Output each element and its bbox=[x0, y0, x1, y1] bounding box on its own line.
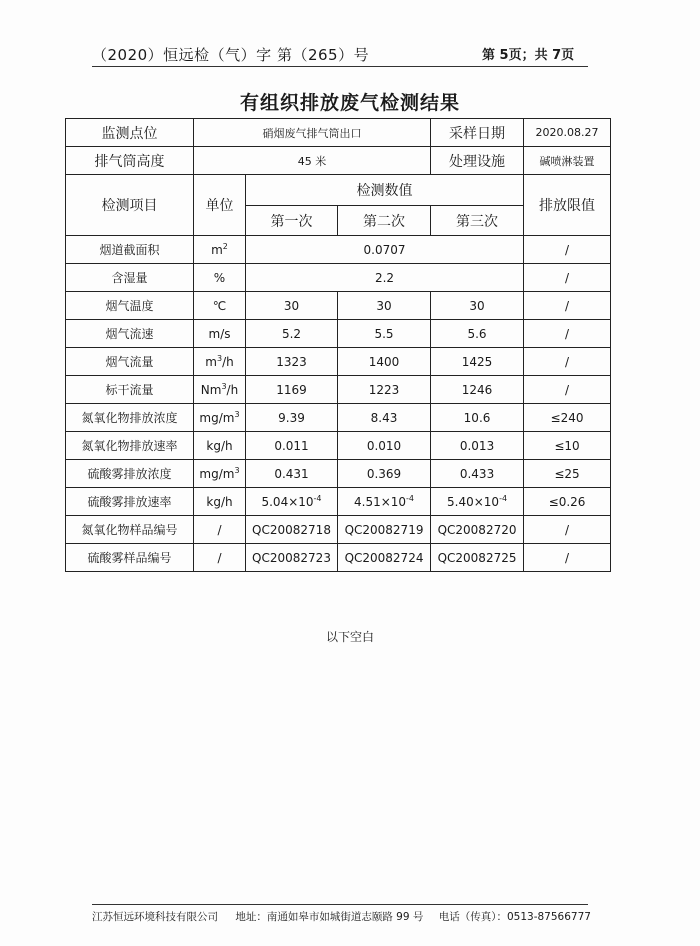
row-item: 标干流量 bbox=[66, 376, 194, 404]
row-value-1 bbox=[246, 348, 338, 376]
row-item: 烟气流量 bbox=[66, 348, 194, 376]
row-value-1 bbox=[246, 432, 338, 460]
row-item: 硫酸雾排放浓度 bbox=[66, 460, 194, 488]
row-value-1 bbox=[246, 376, 338, 404]
row-value-exponent: -4 bbox=[499, 493, 508, 503]
column-header-values: 检测数值 bbox=[246, 175, 524, 206]
row-item: 氮氧化物排放速率 bbox=[66, 432, 194, 460]
row-limit: ≤25 bbox=[524, 460, 611, 488]
stack-height-label: 排气筒高度 bbox=[66, 147, 194, 175]
row-value-1 bbox=[246, 320, 338, 348]
row-unit-main: kg/h bbox=[206, 438, 233, 453]
row-value-text: 30 bbox=[283, 298, 300, 313]
row-value-2 bbox=[338, 432, 431, 460]
row-value-text: 9.39 bbox=[278, 410, 305, 425]
monitoring-point-label: 监测点位 bbox=[66, 119, 194, 147]
row-value-3 bbox=[431, 432, 524, 460]
row-value-text: 5.04×10 bbox=[261, 494, 314, 509]
row-value-text: 10.6 bbox=[463, 410, 491, 425]
info-row-1 bbox=[66, 119, 611, 147]
sampling-date-value: 2020.08.27 bbox=[524, 119, 611, 147]
row-value-1 bbox=[246, 460, 338, 488]
row-unit bbox=[194, 320, 246, 348]
row-value-merged: 0.0707 bbox=[246, 236, 524, 264]
row-value-text: 1323 bbox=[276, 354, 307, 369]
row-value-3 bbox=[431, 348, 524, 376]
row-limit: / bbox=[524, 264, 611, 292]
row-limit: / bbox=[524, 292, 611, 320]
row-unit-main: mg/m bbox=[199, 410, 235, 425]
row-value-text: 5.2 bbox=[281, 326, 302, 341]
row-value-text: QC20082720 bbox=[437, 522, 517, 537]
row-value-text: 5.40×10 bbox=[447, 494, 500, 509]
row-unit bbox=[194, 236, 246, 264]
row-item: 含湿量 bbox=[66, 264, 194, 292]
row-item: 硫酸雾排放速率 bbox=[66, 488, 194, 516]
row-unit-tail: /h bbox=[222, 354, 234, 369]
column-header-unit: 单位 bbox=[194, 175, 246, 236]
row-unit bbox=[194, 432, 246, 460]
row-value-1 bbox=[246, 516, 338, 544]
table-row bbox=[66, 320, 611, 348]
column-header-item: 检测项目 bbox=[66, 175, 194, 236]
row-value-text: 1169 bbox=[276, 382, 307, 397]
row-value-1 bbox=[246, 404, 338, 432]
row-limit: / bbox=[524, 544, 611, 572]
stack-height-value: 45 米 bbox=[194, 147, 431, 175]
row-item: 烟气温度 bbox=[66, 292, 194, 320]
row-value-1 bbox=[246, 292, 338, 320]
row-value-2 bbox=[338, 544, 431, 572]
row-unit bbox=[194, 544, 246, 572]
column-header-second: 第二次 bbox=[338, 206, 431, 236]
row-value-text: 1223 bbox=[368, 382, 400, 397]
row-value-text: 0.431 bbox=[274, 466, 309, 481]
row-value-3 bbox=[431, 460, 524, 488]
row-unit bbox=[194, 404, 246, 432]
row-limit: ≤0.26 bbox=[524, 488, 611, 516]
column-header-row bbox=[66, 175, 611, 206]
row-unit-main: ℃ bbox=[212, 298, 227, 313]
row-limit: / bbox=[524, 348, 611, 376]
header-divider bbox=[92, 66, 588, 67]
row-value-text: QC20082719 bbox=[344, 522, 424, 537]
info-row-2 bbox=[66, 147, 611, 175]
row-unit-main: % bbox=[213, 270, 226, 285]
row-limit: / bbox=[524, 320, 611, 348]
row-unit-main: / bbox=[217, 550, 222, 565]
row-value-text: 30 bbox=[376, 298, 392, 313]
table-row bbox=[66, 348, 611, 376]
page-footer bbox=[92, 909, 592, 924]
row-value-text: QC20082725 bbox=[437, 550, 517, 565]
row-unit bbox=[194, 348, 246, 376]
row-value-2 bbox=[338, 488, 431, 516]
row-unit-main: kg/h bbox=[206, 494, 233, 509]
row-value-2 bbox=[338, 292, 431, 320]
treatment-label: 处理设施 bbox=[431, 147, 524, 175]
row-value-2 bbox=[338, 348, 431, 376]
table-row bbox=[66, 264, 611, 292]
footer-address: 南通如皋市如城街道志颐路 99 号 bbox=[266, 911, 424, 923]
row-unit bbox=[194, 488, 246, 516]
row-limit: ≤10 bbox=[524, 432, 611, 460]
row-value-text: 0.010 bbox=[366, 438, 402, 453]
row-value-exponent: -4 bbox=[313, 493, 322, 503]
row-value-text: 8.43 bbox=[370, 410, 398, 425]
row-value-text: 0.369 bbox=[366, 466, 402, 481]
row-value-2 bbox=[338, 516, 431, 544]
row-value-text: QC20082718 bbox=[252, 522, 331, 537]
table-row bbox=[66, 376, 611, 404]
row-value-text: 1246 bbox=[461, 382, 493, 397]
row-value-text: 4.51×10 bbox=[354, 494, 407, 509]
row-value-3 bbox=[431, 320, 524, 348]
table-row bbox=[66, 432, 611, 460]
row-value-exponent: -4 bbox=[406, 493, 415, 503]
row-item: 氮氧化物排放浓度 bbox=[66, 404, 194, 432]
row-unit bbox=[194, 460, 246, 488]
table-row bbox=[66, 404, 611, 432]
row-unit-main: m bbox=[211, 242, 223, 257]
row-unit-main: m/s bbox=[208, 326, 231, 341]
row-unit bbox=[194, 516, 246, 544]
row-value-text: QC20082723 bbox=[252, 550, 331, 565]
footer-divider bbox=[92, 904, 588, 905]
row-value-1 bbox=[246, 544, 338, 572]
row-value-2 bbox=[338, 404, 431, 432]
row-value-text: 1425 bbox=[461, 354, 493, 369]
row-value-text: 30 bbox=[469, 298, 485, 313]
row-value-merged: 2.2 bbox=[246, 264, 524, 292]
row-value-1 bbox=[246, 488, 338, 516]
row-unit-exponent: 2 bbox=[222, 241, 228, 251]
treatment-value: 碱喷淋装置 bbox=[524, 147, 611, 175]
row-unit-exponent: 3 bbox=[216, 353, 223, 363]
row-unit bbox=[194, 376, 246, 404]
row-value-2 bbox=[338, 376, 431, 404]
column-header-first: 第一次 bbox=[246, 206, 338, 236]
table-row bbox=[66, 516, 611, 544]
row-limit: / bbox=[524, 516, 611, 544]
blank-below-note: 以下空白 bbox=[325, 630, 374, 644]
row-value-3 bbox=[431, 488, 524, 516]
table-row bbox=[66, 236, 611, 264]
row-unit-main: m bbox=[205, 354, 217, 369]
page-header bbox=[0, 0, 700, 70]
row-unit-main: / bbox=[217, 522, 222, 537]
doc-number: （2020）恒远检（气）字 第（265）号 bbox=[92, 46, 370, 64]
row-unit-main: Nm bbox=[200, 382, 222, 397]
row-unit-tail: /h bbox=[226, 382, 239, 397]
footer-tel-label: 电话（传真）： bbox=[438, 911, 507, 923]
row-value-text: 0.011 bbox=[274, 438, 309, 453]
row-value-text: 0.013 bbox=[459, 438, 495, 453]
footer-tel: 0513-87566777 bbox=[506, 911, 591, 923]
table-row bbox=[66, 544, 611, 572]
column-header-third: 第三次 bbox=[431, 206, 524, 236]
row-limit: / bbox=[524, 236, 611, 264]
document-title: 有组织排放废气检测结果 bbox=[239, 92, 460, 114]
row-item: 氮氧化物样品编号 bbox=[66, 516, 194, 544]
row-value-2 bbox=[338, 320, 431, 348]
table-row bbox=[66, 460, 611, 488]
row-value-3 bbox=[431, 544, 524, 572]
row-value-2 bbox=[338, 460, 431, 488]
row-unit-exponent: 3 bbox=[221, 381, 227, 391]
column-header-limit: 排放限值 bbox=[524, 175, 611, 236]
row-unit-exponent: 3 bbox=[234, 409, 240, 419]
monitoring-point-value: 硝烟废气排气筒出口 bbox=[194, 119, 431, 147]
row-limit: ≤240 bbox=[524, 404, 611, 432]
row-unit-main: mg/m bbox=[199, 466, 235, 481]
row-limit: / bbox=[524, 376, 611, 404]
row-value-text: 5.6 bbox=[467, 326, 487, 341]
row-value-text: QC20082724 bbox=[344, 550, 424, 565]
table-row bbox=[66, 488, 611, 516]
row-value-text: 1400 bbox=[368, 354, 400, 369]
row-value-3 bbox=[431, 404, 524, 432]
row-unit bbox=[194, 292, 246, 320]
row-value-3 bbox=[431, 516, 524, 544]
table-row bbox=[66, 292, 611, 320]
row-item: 烟气流速 bbox=[66, 320, 194, 348]
footer-company: 江苏恒远环境科技有限公司 bbox=[92, 911, 218, 923]
footer-address-label: 地址： bbox=[235, 911, 267, 923]
row-value-3 bbox=[431, 292, 524, 320]
page-info: 第 5页；共 7页 bbox=[482, 48, 575, 63]
row-item: 硫酸雾样品编号 bbox=[66, 544, 194, 572]
row-unit-exponent: 3 bbox=[234, 465, 240, 475]
results-table bbox=[65, 118, 611, 572]
sampling-date-label: 采样日期 bbox=[431, 119, 524, 147]
row-value-text: 0.433 bbox=[459, 466, 495, 481]
row-unit bbox=[194, 264, 246, 292]
row-item: 烟道截面积 bbox=[66, 236, 194, 264]
row-value-text: 5.5 bbox=[374, 326, 394, 341]
row-value-3 bbox=[431, 376, 524, 404]
